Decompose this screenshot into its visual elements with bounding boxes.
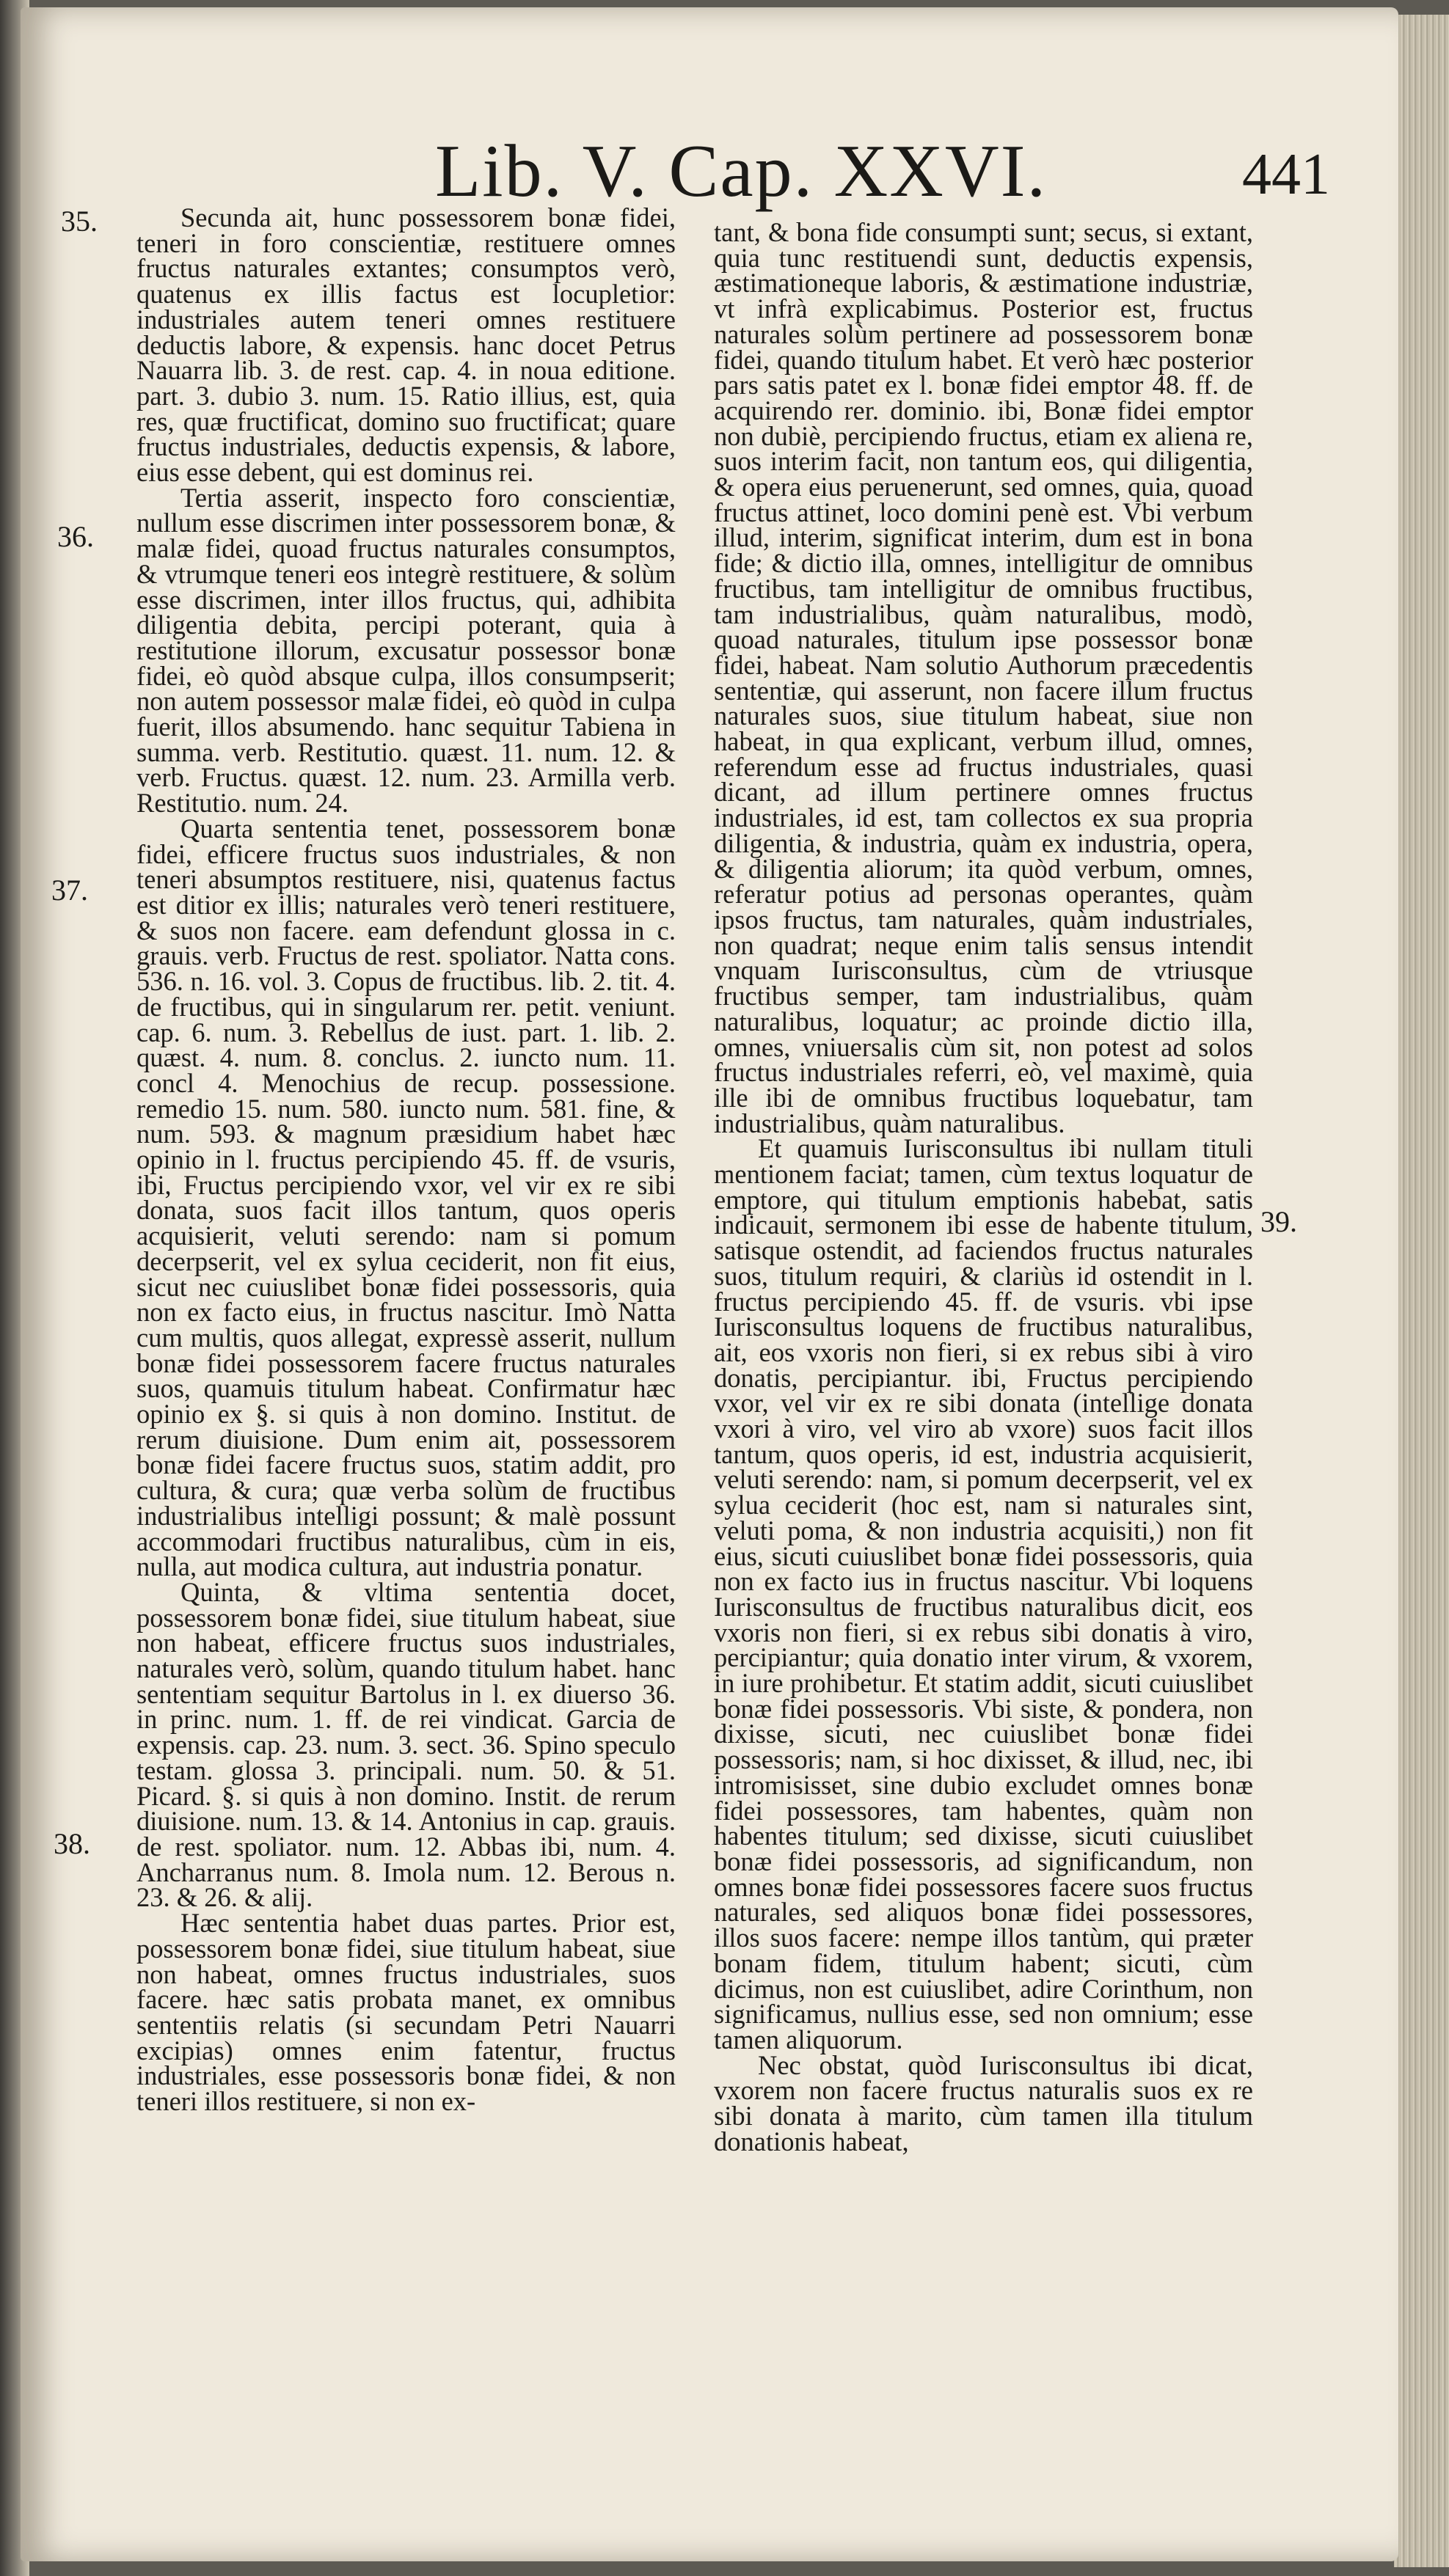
margin-number-37: 37. [51, 874, 88, 907]
right-column [714, 217, 1253, 2156]
margin-number-39: 39. [1260, 1205, 1297, 1238]
book-page [21, 7, 1398, 2561]
margin-number-36: 36. [57, 520, 94, 553]
margin-number-38: 38. [54, 1827, 90, 1860]
paragraph: Quinta, & vltima sententia docet, possessorem bonæ fidei, siue titulum habeat, siue non habeat, efficere fructus suos industriales, naturales verò, solùm, quando titulum habet. hanc sententiam sequitur Bartolus in l. ex diuerso 36. in princ. num. 1. ff. de rei vindicat. Garcia de expensis. cap. 23. num. 3. sect. 36. Spino speculo testam. glossa 3. principali. num. 50. & 51. Picard. §. si quis à non domino. Instit. de rerum diuisione. num. 13. & 14. Antonius in cap. grauis. de rest. spoliator. num. 12. Abbas ibi, num. 4. Ancharranus num. 8. Imola num. 12. Berous n. 23. & 26. & alij. [136, 1576, 676, 1913]
paragraph: Hæc sententia habet duas partes. Prior est, possessorem bonæ fidei, siue titulum habeat, siue non habeat, omnes fructus industriales, suos facere. hæc satis probata manet, ex omnibus sententiis relatis (si secundam Petri Nauarri excipias) omnes enim fatentur, fructus industriales, esse possessoris bonæ fidei, & non teneri illos restituere, si non ex- [136, 1908, 676, 2117]
margin-number-35: 35. [61, 205, 98, 238]
paragraph: Nec obstat, quòd Iurisconsultus ibi dicat, vxorem non facere fructus naturalis suos ex re sibi donata à marito, cùm tamen illa titulum donationis habeat, [714, 2049, 1253, 2156]
paragraph: tant, & bona fide consumpti sunt; secus, si extant, quia tunc restituendi sunt, deductis expensis, æstimationeque laboris, & æstimatione industriæ, vt infrà explicabimus. Posterior est, fructus naturales solùm pertinere ad possessorem bonæ fidei, quando titulum habet. Et verò hæc posterior pars satis patet ex l. bonæ fidei emptor 48. ff. de acquirendo rer. dominio. ibi, Bonæ fidei emptor non dubiè, percipiendo fructus, etiam ex aliena re, suos interim facit, non tantum eos, qui diligentia, & opera eius peruenerunt, sed omnes, quia, quoad fructus attinet, loco domini penè est. Vbi verbum illud, interim, significat interim, dum est in bona fide; & dictio illa, omnes, intelligitur de omnibus fructibus, tam intelligitur de omnibus fructibus, tam industrialibus, quàm naturalibus, modò, quoad naturales, titulum ipse possessor bonæ fidei, habeat. Nam solutio Authorum præcedentis sententiæ, qui asserunt, non facere illum fructus naturales suos, siue titulum habeat, siue non habeat, in qua explicant, verbum illud, omnes, referendum esse ad fructus industriales, quasi dicant, ad illum pertinere omnes fructus industriales, id est, tam collectos ex sua propria diligentia, & industria, quàm ex industria, opera, & diligentia aliorum; ita quòd verbum, omnes, referatur potius ad personas operantes, quàm ipsos fructus, tam naturales, quàm industriales, non quadrat; neque enim talis sensus intendit vnquam Iurisconsultus, cùm de vtriusque fructibus semper, tam industrialibus, quàm naturalibus, loquatur; ac proinde dictio illa, omnes, vniuersalis cùm sit, non potest ad solos fructus industriales referri, eò, vel maximè, quia ille ibi de omnibus fructibus loquebatur, tam industrialibus, quàm naturalibus. [714, 217, 1253, 1138]
page-fore-edge [1394, 15, 1449, 2567]
paragraph: Secunda ait, hunc possessorem bonæ fidei, teneri in foro conscientiæ, restituere omnes fructus naturales extantes; consumptos verò, quatenus ex illis factus est locupletior: industriales autem teneri omnes restituere deductis labore, & expensis. hanc docet Petrus Nauarra lib. 3. de rest. cap. 4. in noua editione. part. 3. dubio 3. num. 15. Ratio illius, est, quia res, quæ fructificat, domino suo fructificat; quare fructus industriales, deductis expensis, & labore, eius esse debent, qui est dominus rei. [136, 202, 676, 488]
running-title: Lib. V. Cap. XXVI. [435, 130, 1048, 213]
page-number: 441 [1242, 142, 1330, 207]
paragraph: Tertia asserit, inspecto foro conscientiæ, nullum esse discrimen inter possessorem bonæ, & malæ fidei, quoad fructus naturales consumptos, & vtrumque teneri eos integrè restituere, & solùm esse discrimen, inter illos fructus, qui, adhibita diligentia debita, percipi poterant, quia à restitutione illorum, excusatur possessor bonæ fidei, eò quòd absque culpa, illos consumpserit; non autem possessor malæ fidei, eò quòd in culpa fuerit, illos absumendo. hanc sequitur Tabiena in summa. verb. Restitutio. quæst. 11. num. 12. & verb. Fructus. quæst. 12. num. 23. Armilla verb. Restitutio. num. 24. [136, 482, 676, 819]
paragraph: Quarta sententia tenet, possessorem bonæ fidei, efficere fructus suos industriales, & non teneri absumptos restituere, nisi, quatenus factus est ditior ex illis; naturales verò teneri restituere, & suos non facere. eam defendunt glossa in c. grauis. verb. Fructus de rest. spoliator. Natta cons. 536. n. 16. vol. 3. Copus de fructibus. lib. 2. tit. 4. de fructibus, qui in singularum rer. petit. veniunt. cap. 6. num. 3. Rebellus de iust. part. 1. lib. 2. quæst. 4. num. 8. conclus. 2. iuncto num. 11. concl 4. Menochius de recup. possessione. remedio 15. num. 580. iuncto num. 581. fine, & num. 593. & magnum præsidium habet hæc opinio in l. fructus percipiendo 45. ff. de vsuris, ibi, Fructus percipiendo vxor, vel vir ex re sibi donata, suos facit illos tantum, quos operis acquisierit, veluti serendo: nam si pomum decerpserit, vel ex sylua ceciderit, non fit eius, sicut nec cuiuslibet bonæ fidei possessoris, quia non ex facto eius, in fructus nascitur. Imò Natta cum multis, quos allegat, expressè asserit, nullum bonæ fidei possessorem facere fructus naturales suos, quamuis titulum habeat. Confirmatur hæc opinio ex §. si quis à non domino. Institut. de rerum diuisione. Dum enim ait, possessorem bonæ fidei facere fructus suos, statim addit, pro cultura, & cura; quæ verba solùm de fructibus industrialibus intelligi possunt; & malè possunt accommodari fructibus naturalibus, cùm in eis, nulla, aut modica cultura, aut industria ponatur. [136, 813, 676, 1582]
left-column [136, 202, 676, 2117]
paragraph: Et quamuis Iurisconsultus ibi nullam tituli mentionem faciat; tamen, cùm textus loquatur de emptore, qui titulum emptionis habebat, satis indicauit, sermonem ibi esse de habente titulum, satisque ostendit, ad faciendos fructus naturales suos, titulum requiri, & clariùs id ostendit in l. fructus percipiendo 45. ff. de vsuris. vbi ipse Iurisconsultus loquens de fructibus naturalibus, ait, eos vxoris non fieri, si ex rebus sibi à viro donatis, percipiantur. ibi, Fructus percipiendo vxor, vel vir ex re sibi donata (intellige donata vxori à viro, vel viro ab vxore) suos facit illos tantum, quos operis, id est, industria acquisierit, veluti serendo: nam, si pomum decerpserit, vel ex sylua ceciderit (hoc est, nam si naturales sint, veluti poma, & non industria acquisiti,) non fit eius, sicuti cuiuslibet bonæ fidei possessoris, quia non ex facto ius in fructus nascitur. Vbi loquens Iurisconsultus de fructibus naturalibus dicit, eos vxoris non fieri, si ex rebus sibi donatis à viro, percipiantur; quia donatio inter virum, & vxorem, in iure prohibetur. Et statim addit, sicuti cuiuslibet bonæ fidei possessoris. Vbi siste, & pondera, non dixisse, sicuti, nec cuiuslibet bonæ fidei possessoris; nam, si hoc dixisset, & illud, nec, ibi intromisisset, sine dubio excludet omnes bonæ fidei possessores, tam habentes, quàm non habentes titulum; sed dixisse, sicuti cuiuslibet bonæ fidei possessoris, ad significandum, non omnes bonæ fidei possessores facere suos fructus naturales, sed aliquos bonæ fidei possessores, illos suos facere: nempe illos tantùm, qui præter bonam fidem, titulum habent; sicuti, cùm dicimus, non est cuiuslibet, adire Corinthum, non significamus, nullius esse, sed non omnium; esse tamen aliquorum. [714, 1133, 1253, 2054]
